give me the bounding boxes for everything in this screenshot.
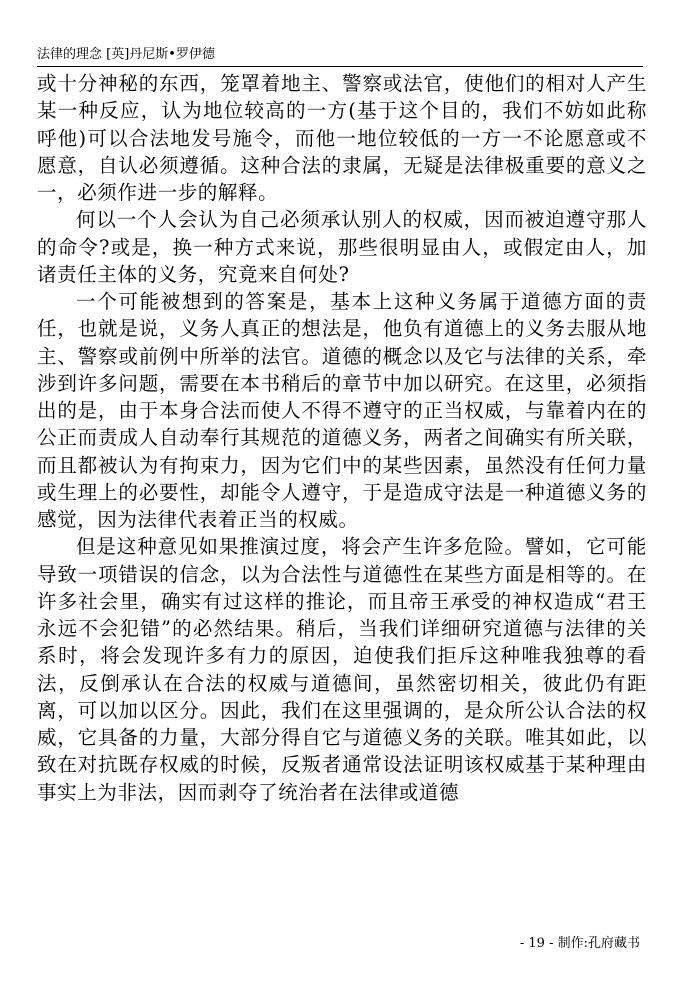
header-rule [37, 66, 643, 67]
paragraph: 但是这种意见如果推演过度，将会产生许多危险。譬如，它可能导致一项错误的信念，以为合法性与道德性在某些方面是相等的。在许多社会里，确实有过这样的推论，而且帝王承受的神权造成“君王永远不会犯错”的必然结果。稍后，当我们详细研究道德与法律的关系时，将会发现许多有力的原因，迫使我们拒斥这种唯我独尊的看法，反倒承认在合法的权威与道德间，虽然密切相关，彼此仍有距离，可以加以区分。因此，我们在这里强调的，是众所公认合法的权威，它具备的力量，大部分得自它与道德义务的关联。唯其如此，以致在对抗既存权威的时候，反叛者通常设法证明该权威基于某种理由事实上为非法，因而剥夺了统治者在法律或道德 [37, 535, 647, 804]
paragraph: 何以一个人会认为自己必须承认别人的权威，因而被迫遵守那人的命令?或是，换一种方式来说，那些很明显由人，或假定由人，加诸责任主体的义务，究竟来自何处? [37, 208, 647, 286]
running-header: 法律的理念 [英]丹尼斯•罗伊德 [37, 47, 215, 62]
page-number: - 19 - [519, 936, 554, 951]
paragraph-continued: 或十分神秘的东西，笼罩着地主、警察或法官，使他们的相对人产生某一种反应，认为地位较高的一方(基于这个目的，我们不妨如此称呼他)可以合法地发号施令，而他一地位较低的一方一不论愿意或不愿意，自认必须遵循。这种合法的隶属，无疑是法律极重要的意义之一，必须作进一步的解释。 [37, 72, 647, 204]
paragraph: 一个可能被想到的答案是，基本上这种义务属于道德方面的责任，也就是说，义务人真正的想法是，他负有道德上的义务去服从地主、警察或前例中所举的法官。道德的概念以及它与法律的关系，牵涉到许多问题，需要在本书稍后的章节中加以研究。在这里，必须指出的是，由于本身合法而使人不得不遵守的正当权威，与靠着内在的公正而责成人自动奉行其规范的道德义务，两者之间确实有所关联，而且都被认为有拘束力，因为它们中的某些因素，虽然没有任何力量或生理上的必要性，却能令人遵守，于是造成守法是一种道德义务的感觉，因为法律代表着正当的权威。 [37, 290, 647, 531]
footer-credit: 制作:孔府藏书 [557, 936, 640, 951]
body-text [37, 70, 647, 806]
page-footer [520, 936, 640, 952]
